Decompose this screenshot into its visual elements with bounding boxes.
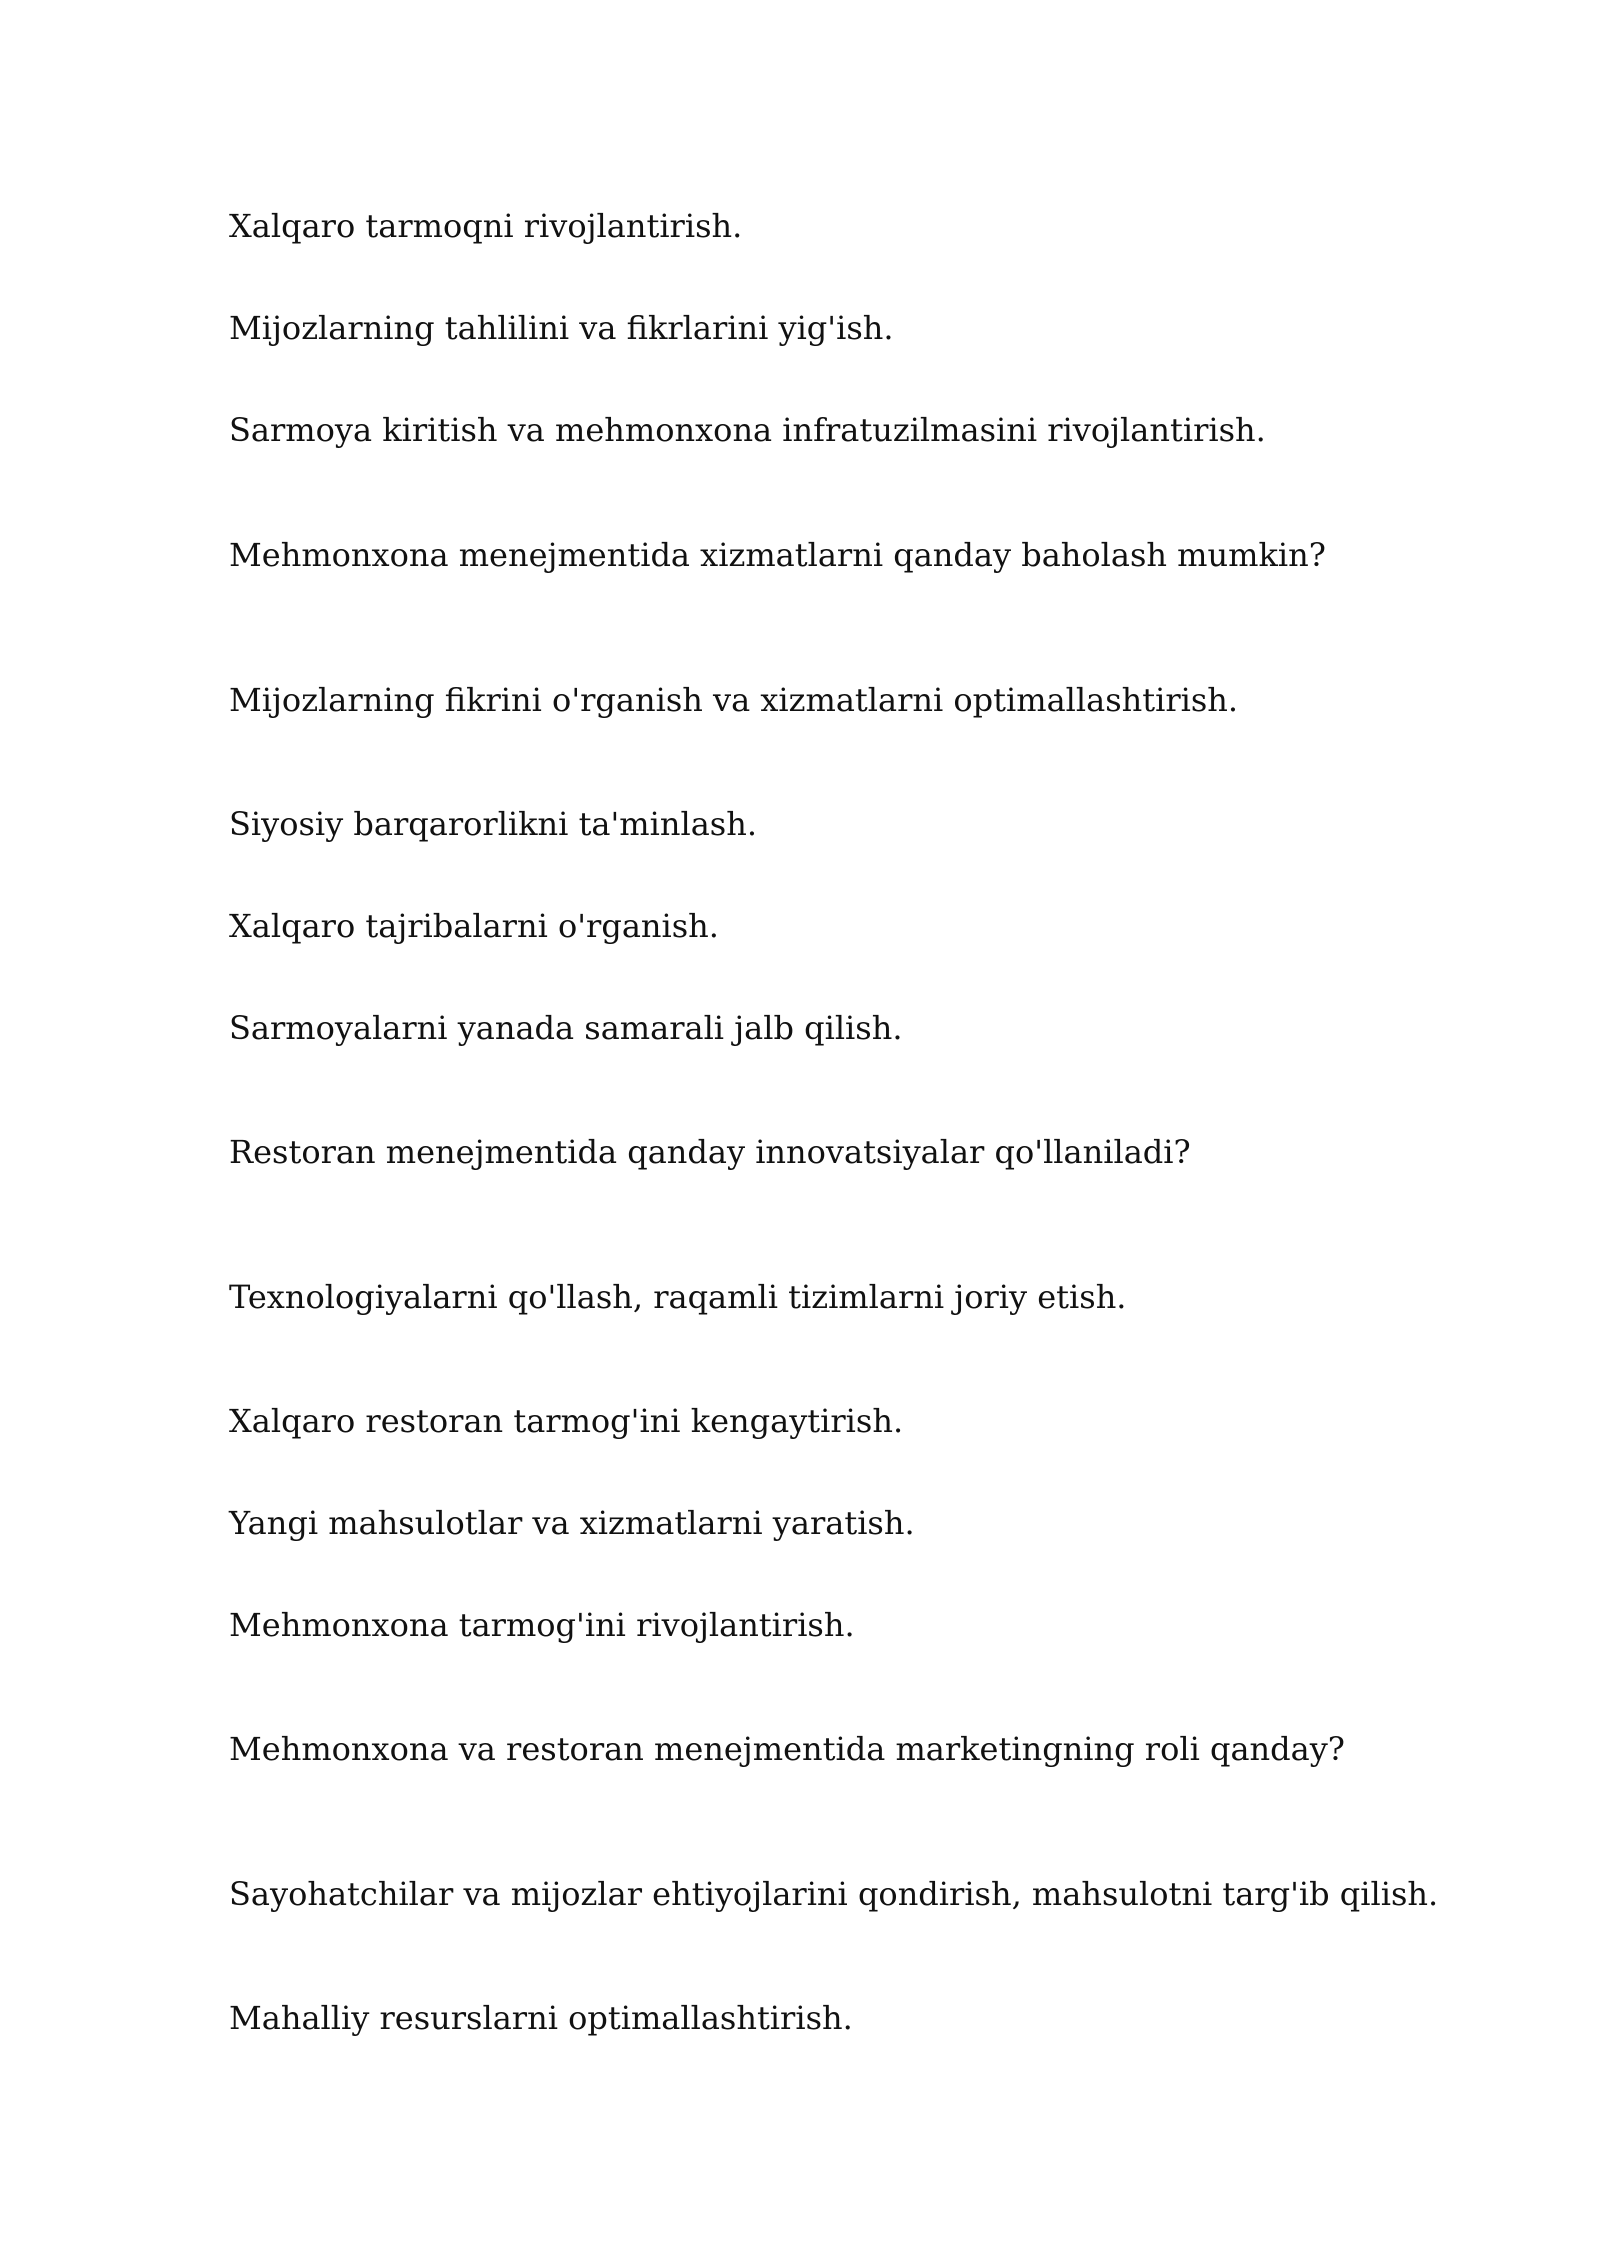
text-line: Sarmoya kiritish va mehmonxona infratuzilmasini rivojlantirish. bbox=[229, 411, 1266, 449]
text-line: Texnologiyalarni qo'llash, raqamli tizimlarni joriy etish. bbox=[229, 1278, 1127, 1316]
text-line: Sarmoyalarni yanada samarali jalb qilish. bbox=[229, 1009, 903, 1047]
text-line: Mehmonxona tarmog'ini rivojlantirish. bbox=[229, 1606, 855, 1644]
question-line: Mehmonxona menejmentida xizmatlarni qanday baholash mumkin? bbox=[229, 536, 1326, 574]
question-line: Restoran menejmentida qanday innovatsiyalar qo'llaniladi? bbox=[229, 1133, 1191, 1171]
text-line: Xalqaro restoran tarmog'ini kengaytirish. bbox=[229, 1402, 904, 1440]
question-line: Mehmonxona va restoran menejmentida marketingning roli qanday? bbox=[229, 1730, 1345, 1768]
text-line: Xalqaro tajribalarni o'rganish. bbox=[229, 907, 719, 945]
text-line: Yangi mahsulotlar va xizmatlarni yaratish. bbox=[229, 1504, 915, 1542]
text-line: Siyosiy barqarorlikni ta'minlash. bbox=[229, 805, 757, 843]
text-line: Mijozlarning fikrini o'rganish va xizmatlarni optimallashtirish. bbox=[229, 681, 1239, 719]
text-line: Mahalliy resurslarni optimallashtirish. bbox=[229, 1999, 853, 2037]
text-line: Xalqaro tarmoqni rivojlantirish. bbox=[229, 207, 743, 245]
text-line: Sayohatchilar va mijozlar ehtiyojlarini qondirish, mahsulotni targ'ib qilish. bbox=[229, 1875, 1439, 1913]
text-line: Mijozlarning tahlilini va fikrlarini yig'ish. bbox=[229, 309, 894, 347]
